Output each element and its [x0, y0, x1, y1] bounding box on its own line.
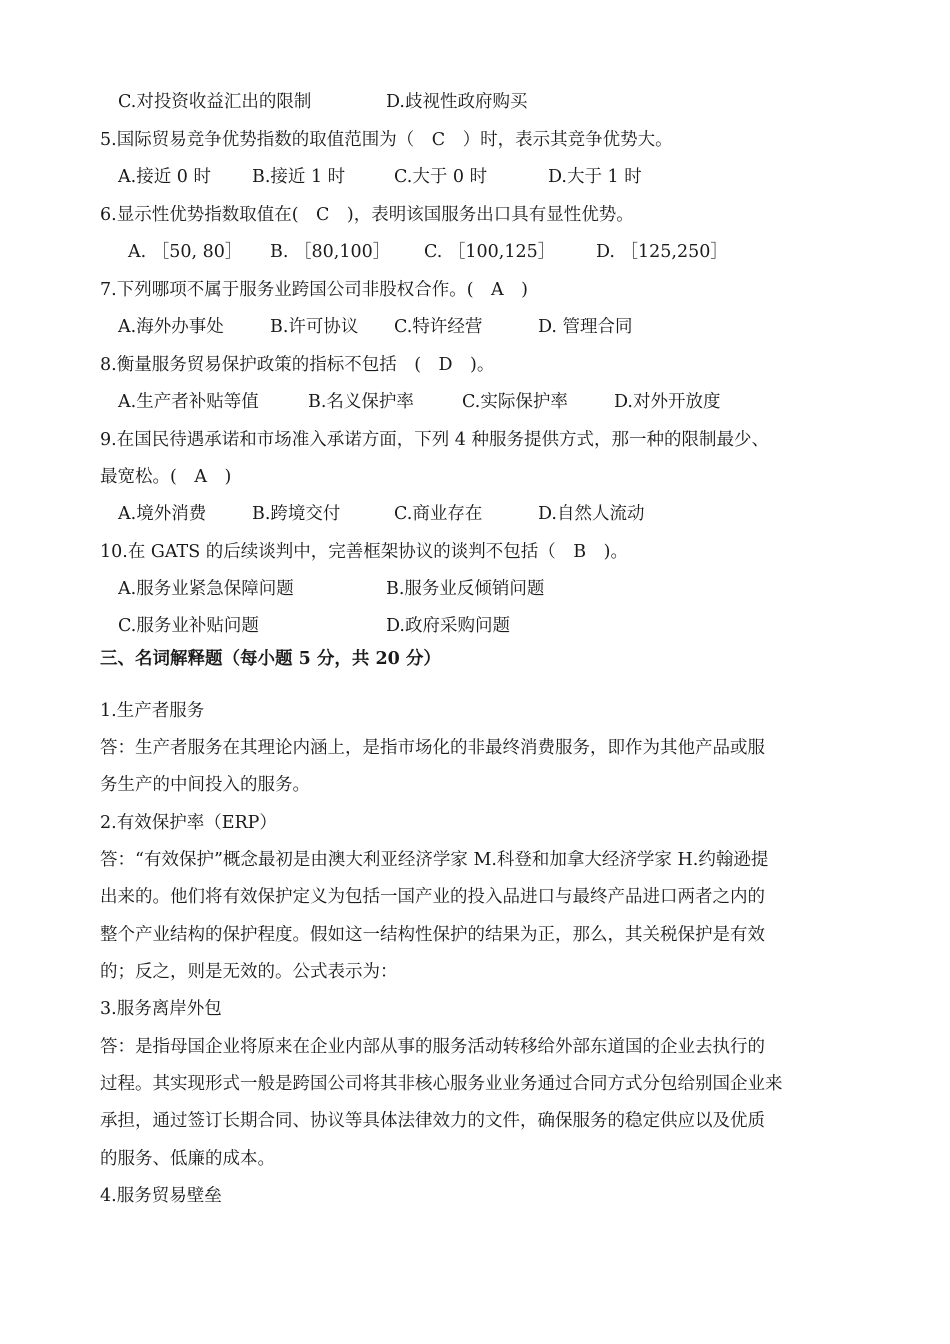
- term-2-answer-line: 出来的。他们将有效保护定义为包括一国产业的投入品进口与最终产品进口两者之内的: [100, 887, 765, 907]
- term-3-answer-line: 的服务、低廉的成本。: [100, 1149, 275, 1169]
- term-2-answer-line: 答：“有效保护”概念最初是由澳大利亚经济学家 M.科登和加拿大经济学家 H.约翰逊提: [100, 850, 769, 870]
- q9-option-b: B.跨境交付: [252, 504, 341, 524]
- q5-options-row: [118, 166, 858, 188]
- q9-options-row: [118, 503, 858, 525]
- q7-option-c: C.特许经营: [394, 317, 483, 337]
- q7-option-d: D. 管理合同: [538, 317, 633, 337]
- q9-option-d: D.自然人流动: [538, 504, 645, 524]
- q4-option-d: D.歧视性政府购买: [386, 92, 528, 112]
- term-1-answer-line: 答：生产者服务在其理论内涵上，是指市场化的非最终消费服务，即作为其他产品或服: [100, 738, 765, 758]
- q5-option-b: B.接近 1 时: [252, 167, 346, 187]
- term-1-title: 1.生产者服务: [100, 701, 205, 721]
- q5-option-c: C.大于 0 时: [394, 167, 488, 187]
- q6-options-row: [118, 241, 858, 263]
- q6-option-a: A. ［50, 80］: [128, 242, 243, 262]
- q4-options-row: [118, 91, 858, 113]
- q7-options-row: [118, 316, 858, 338]
- term-3-answer-line: 过程。其实现形式一般是跨国公司将其非核心服务业业务通过合同方式分包给别国企业来: [100, 1074, 783, 1094]
- q10-option-b: B.服务业反倾销问题: [386, 579, 545, 599]
- term-2-answer-line: 的；反之，则是无效的。公式表示为：: [100, 962, 398, 982]
- q10-option-d: D.政府采购问题: [386, 616, 510, 636]
- q6-option-d: D. ［125,250］: [596, 242, 728, 262]
- q8-question: 8.衡量服务贸易保护政策的指标不包括 ( D )。: [100, 355, 495, 375]
- term-4-title: 4.服务贸易壁垒: [100, 1186, 222, 1206]
- term-3-answer-line: 承担，通过签订长期合同、协议等具体法律效力的文件，确保服务的稳定供应以及优质: [100, 1111, 765, 1131]
- q8-option-a: A.生产者补贴等值: [118, 392, 259, 412]
- term-1-answer-line: 务生产的中间投入的服务。: [100, 775, 310, 795]
- term-2-title: 2.有效保护率（ERP）: [100, 813, 277, 833]
- q7-option-a: A.海外办事处: [118, 317, 224, 337]
- q8-options-row: [118, 391, 858, 413]
- q5-question: 5.国际贸易竞争优势指数的取值范围为（ C ）时，表示其竞争优势大。: [100, 130, 673, 150]
- term-3-title: 3.服务离岸外包: [100, 999, 222, 1019]
- q10-question: 10.在 GATS 的后续谈判中，完善框架协议的谈判不包括（ B )。: [100, 542, 628, 562]
- q5-option-d: D.大于 1 时: [548, 167, 642, 187]
- q10-options-row2: [118, 615, 858, 637]
- q5-option-a: A.接近 0 时: [118, 167, 211, 187]
- q10-options-row1: [118, 578, 858, 600]
- term-3-answer-line: 答：是指母国企业将原来在企业内部从事的服务活动转移给外部东道国的企业去执行的: [100, 1037, 765, 1057]
- q9-question-line2: 最宽松。( A ): [100, 467, 232, 487]
- q7-option-b: B.许可协议: [270, 317, 359, 337]
- q8-option-d: D.对外开放度: [614, 392, 721, 412]
- q10-option-a: A.服务业紧急保障问题: [118, 579, 294, 599]
- q4-option-c: C.对投资收益汇出的限制: [118, 92, 312, 112]
- q6-option-c: C. ［100,125］: [424, 242, 556, 262]
- q8-option-c: C.实际保护率: [462, 392, 568, 412]
- section-3-heading: 三、名词解释题（每小题 5 分，共 20 分）: [100, 649, 441, 669]
- q9-option-c: C.商业存在: [394, 504, 483, 524]
- q8-option-b: B.名义保护率: [308, 392, 414, 412]
- term-2-answer-line: 整个产业结构的保护程度。假如这一结构性保护的结果为正，那么，其关税保护是有效: [100, 925, 765, 945]
- q6-option-b: B. ［80,100］: [270, 242, 391, 262]
- q7-question: 7.下列哪项不属于服务业跨国公司非股权合作。( A ): [100, 280, 528, 300]
- q6-question: 6.显示性优势指数取值在( C )，表明该国服务出口具有显性优势。: [100, 205, 634, 225]
- q10-option-c: C.服务业补贴问题: [118, 616, 259, 636]
- q9-question-line1: 9.在国民待遇承诺和市场准入承诺方面，下列 4 种服务提供方式，那一种的限制最少、: [100, 430, 769, 450]
- q9-option-a: A.境外消费: [118, 504, 207, 524]
